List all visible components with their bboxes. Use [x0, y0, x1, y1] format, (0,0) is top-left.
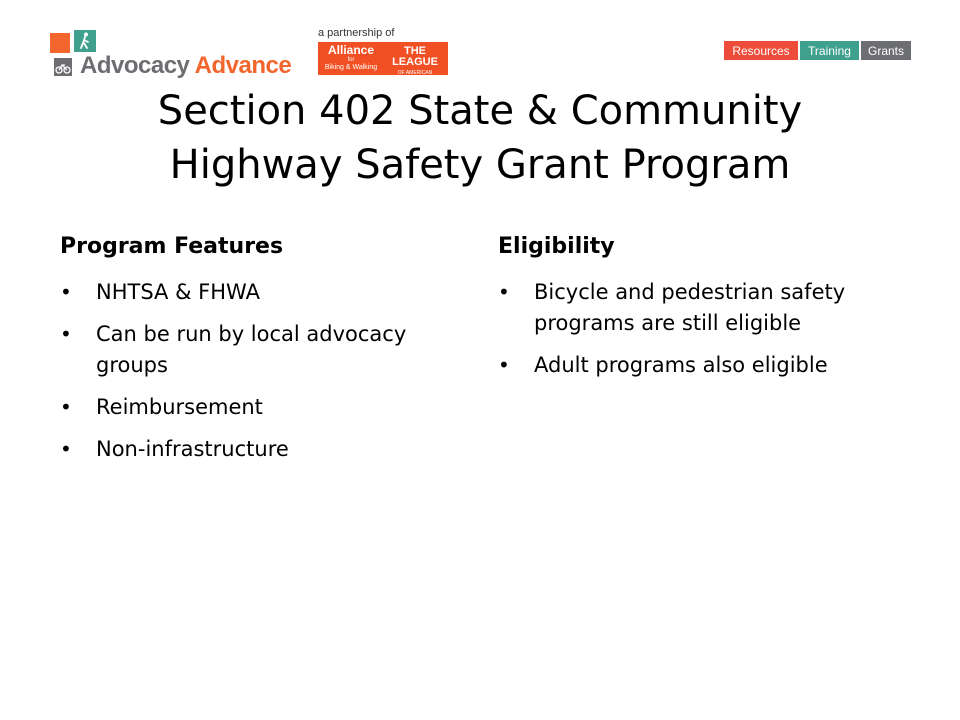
- bicycle-icon: [54, 58, 72, 76]
- list-item-text: Adult programs also eligible: [534, 353, 828, 377]
- league-logo[interactable]: [384, 46, 446, 81]
- league-line1: THE LEAGUE: [392, 45, 438, 68]
- bullet-icon: •: [60, 437, 72, 461]
- bullet-icon: •: [498, 280, 510, 304]
- bullet-icon: •: [60, 322, 72, 346]
- list-item-text: Reimbursement: [96, 395, 263, 419]
- list-item-text: Non-infrastructure: [96, 437, 289, 461]
- program-features-heading: Program Features: [60, 234, 284, 259]
- list-item: [60, 319, 460, 381]
- alliance-logo[interactable]: [322, 44, 380, 71]
- slide-title: [60, 84, 900, 192]
- alliance-line2: for: [347, 57, 355, 63]
- list-item-text: Bicycle and pedestrian safety programs are still eligible: [534, 280, 846, 335]
- list-item: [60, 434, 460, 465]
- list-item: [498, 350, 874, 381]
- eligibility-column: [498, 234, 898, 392]
- list-item-text: Can be run by local advocacy groups: [96, 322, 407, 377]
- grants-button[interactable]: Grants: [860, 40, 912, 61]
- slide-title-line1: Section 402 State & Community: [157, 88, 803, 134]
- logo-wordmark: [80, 52, 291, 80]
- advocacy-advance-logo[interactable]: [50, 30, 310, 82]
- program-features-column: [60, 234, 460, 476]
- bullet-icon: •: [60, 395, 72, 419]
- program-features-list: [60, 277, 460, 465]
- resources-button[interactable]: Resources: [723, 40, 799, 61]
- top-nav: [723, 40, 912, 61]
- logo-word-advance: Advance: [194, 52, 292, 79]
- alliance-line3: Biking & Walking: [324, 64, 378, 71]
- eligibility-heading: Eligibility: [498, 234, 615, 259]
- list-item-text: NHTSA & FHWA: [96, 280, 260, 304]
- logo-word-advocacy: Advocacy: [80, 52, 190, 79]
- training-button[interactable]: Training: [799, 40, 860, 61]
- pedestrian-icon: [74, 30, 96, 52]
- partner-logos[interactable]: [318, 42, 448, 81]
- list-item: [60, 277, 460, 308]
- bullet-icon: •: [498, 353, 510, 377]
- league-line2: OF AMERICAN BICYCLISTS: [397, 70, 433, 81]
- list-item: [498, 277, 874, 339]
- list-item: [60, 392, 460, 423]
- slide-title-line2: Highway Safety Grant Program: [169, 142, 791, 188]
- partnership-label: a partnership of: [318, 27, 395, 39]
- bullet-icon: •: [60, 280, 72, 304]
- alliance-line1: Alliance: [327, 43, 375, 57]
- eligibility-list: [498, 277, 898, 381]
- logo-orange-square: [50, 33, 70, 53]
